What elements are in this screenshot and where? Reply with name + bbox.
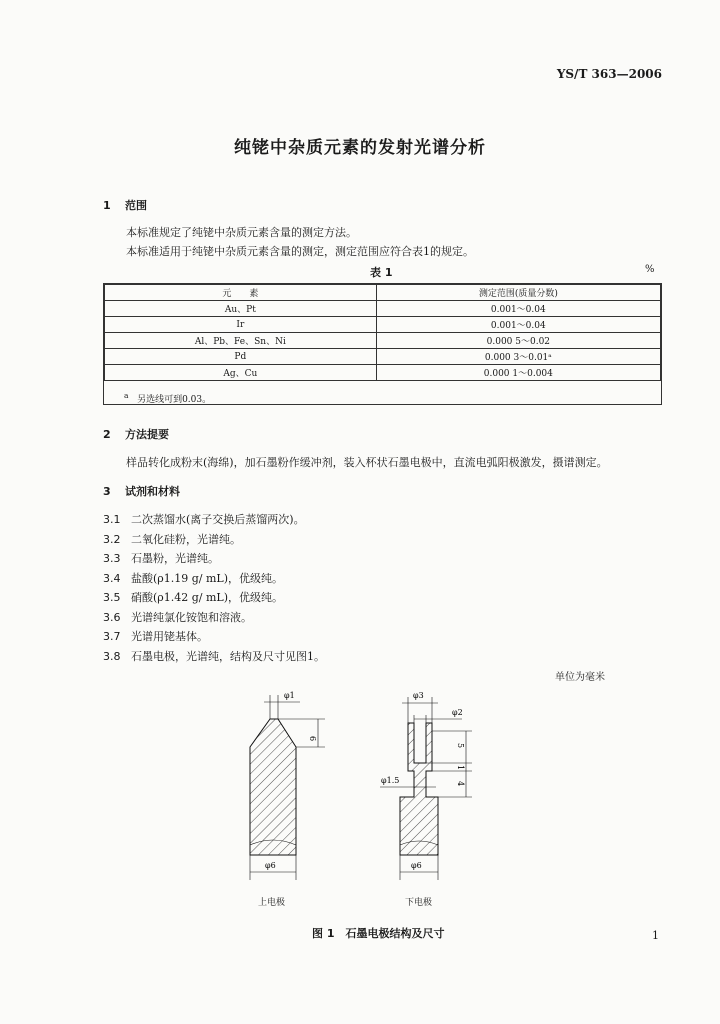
dim-label: 4 — [456, 781, 465, 787]
figure-caption: 图 1 石墨电极结构及尺寸 — [312, 927, 445, 940]
electrode-drawing — [230, 685, 500, 915]
table-unit-mark: % — [645, 264, 655, 275]
table-cell: 0.001～0.04 — [376, 301, 660, 317]
dim-label: φ1.5 — [381, 776, 400, 785]
page-number: 1 — [652, 929, 659, 942]
list-item — [103, 570, 283, 586]
section-1-para-1: 本标准规定了纯铑中杂质元素含量的测定方法。 — [126, 226, 357, 239]
list-item — [103, 550, 219, 566]
section-1-heading — [103, 197, 147, 213]
table-cell: 0.000 3～0.01ᵃ — [376, 349, 660, 365]
lower-electrode-label: 下电极 — [405, 898, 433, 908]
table-1 — [103, 283, 662, 405]
table-caption: 表 1 — [370, 266, 393, 279]
section-number: 1 — [103, 199, 111, 212]
item-number: 3.1 — [103, 513, 121, 526]
item-text: 硝酸(ρ1.42 g/ mL)，优级纯。 — [131, 591, 284, 604]
dim-label: φ6 — [411, 861, 422, 870]
upper-electrode-label: 上电极 — [258, 898, 286, 908]
list-item — [103, 609, 252, 625]
table-row — [105, 333, 661, 349]
item-text: 光谱纯氯化铵饱和溶液。 — [131, 611, 252, 624]
item-number: 3.8 — [103, 650, 121, 663]
lower-electrode — [380, 697, 472, 880]
dim-label: φ1 — [284, 691, 295, 700]
item-number: 3.7 — [103, 630, 121, 643]
section-2-heading — [103, 426, 169, 442]
table-row — [105, 317, 661, 333]
footnote-mark: a — [124, 391, 129, 400]
table-cell: Au、Pt — [105, 301, 377, 317]
table-row — [105, 349, 661, 365]
table-cell: Pd — [105, 349, 377, 365]
section-title: 试剂和材料 — [125, 485, 180, 498]
table-cell: Al、Pb、Fe、Sn、Ni — [105, 333, 377, 349]
item-text: 二氧化硅粉，光谱纯。 — [131, 533, 241, 546]
list-item — [103, 511, 305, 527]
dim-label: φ6 — [265, 861, 276, 870]
section-title: 范围 — [125, 199, 147, 212]
dim-label: 6 — [308, 736, 317, 742]
item-text: 石墨电极，光谱纯，结构及尺寸见图1。 — [131, 650, 325, 663]
table-cell: 0.000 1～0.004 — [376, 365, 660, 381]
table-cell: 0.001～0.04 — [376, 317, 660, 333]
item-text: 光谱用铑基体。 — [131, 630, 208, 643]
dim-label: φ2 — [452, 708, 463, 717]
item-number: 3.3 — [103, 552, 121, 565]
section-number: 2 — [103, 428, 111, 441]
list-item — [103, 628, 208, 644]
table-cell: Ir — [105, 317, 377, 333]
dim-label: 5 — [456, 743, 465, 749]
table-cell: Ag、Cu — [105, 365, 377, 381]
section-number: 3 — [103, 485, 111, 498]
table-header-row — [105, 285, 661, 301]
item-number: 3.6 — [103, 611, 121, 624]
section-1-para-2: 本标准适用于纯铑中杂质元素含量的测定，测定范围应符合表1的规定。 — [126, 245, 474, 258]
table-header-range: 测定范围(质量分数) — [376, 285, 660, 301]
section-3-heading — [103, 483, 180, 499]
list-item — [103, 531, 241, 547]
list-item — [103, 589, 283, 605]
footnote-text: 另选线可到0.03。 — [137, 395, 212, 405]
unit-note: 单位为毫米 — [555, 672, 605, 683]
item-number: 3.4 — [103, 572, 121, 585]
list-item — [103, 648, 325, 664]
item-text: 盐酸(ρ1.19 g/ mL)，优级纯。 — [131, 572, 284, 585]
dim-label: 1 — [456, 765, 465, 771]
page-title: 纯铑中杂质元素的发射光谱分析 — [234, 138, 486, 158]
table-footnote — [124, 391, 211, 405]
item-text: 二次蒸馏水(离子交换后蒸馏两次)。 — [131, 513, 305, 526]
table-row — [105, 301, 661, 317]
upper-electrode — [250, 695, 325, 880]
dim-label: φ3 — [413, 691, 424, 700]
table-cell: 0.000 5～0.02 — [376, 333, 660, 349]
section-title: 方法提要 — [125, 428, 169, 441]
table-row — [105, 365, 661, 381]
item-number: 3.5 — [103, 591, 121, 604]
item-text: 石墨粉，光谱纯。 — [131, 552, 219, 565]
table-header-element: 元 素 — [105, 285, 377, 301]
item-number: 3.2 — [103, 533, 121, 546]
standard-number: YS/T 363—2006 — [556, 67, 662, 81]
section-2-para: 样品转化成粉末(海绵)，加石墨粉作缓冲剂，装入杯状石墨电极中，直流电弧阳极激发，摄谱测定。 — [126, 456, 608, 469]
